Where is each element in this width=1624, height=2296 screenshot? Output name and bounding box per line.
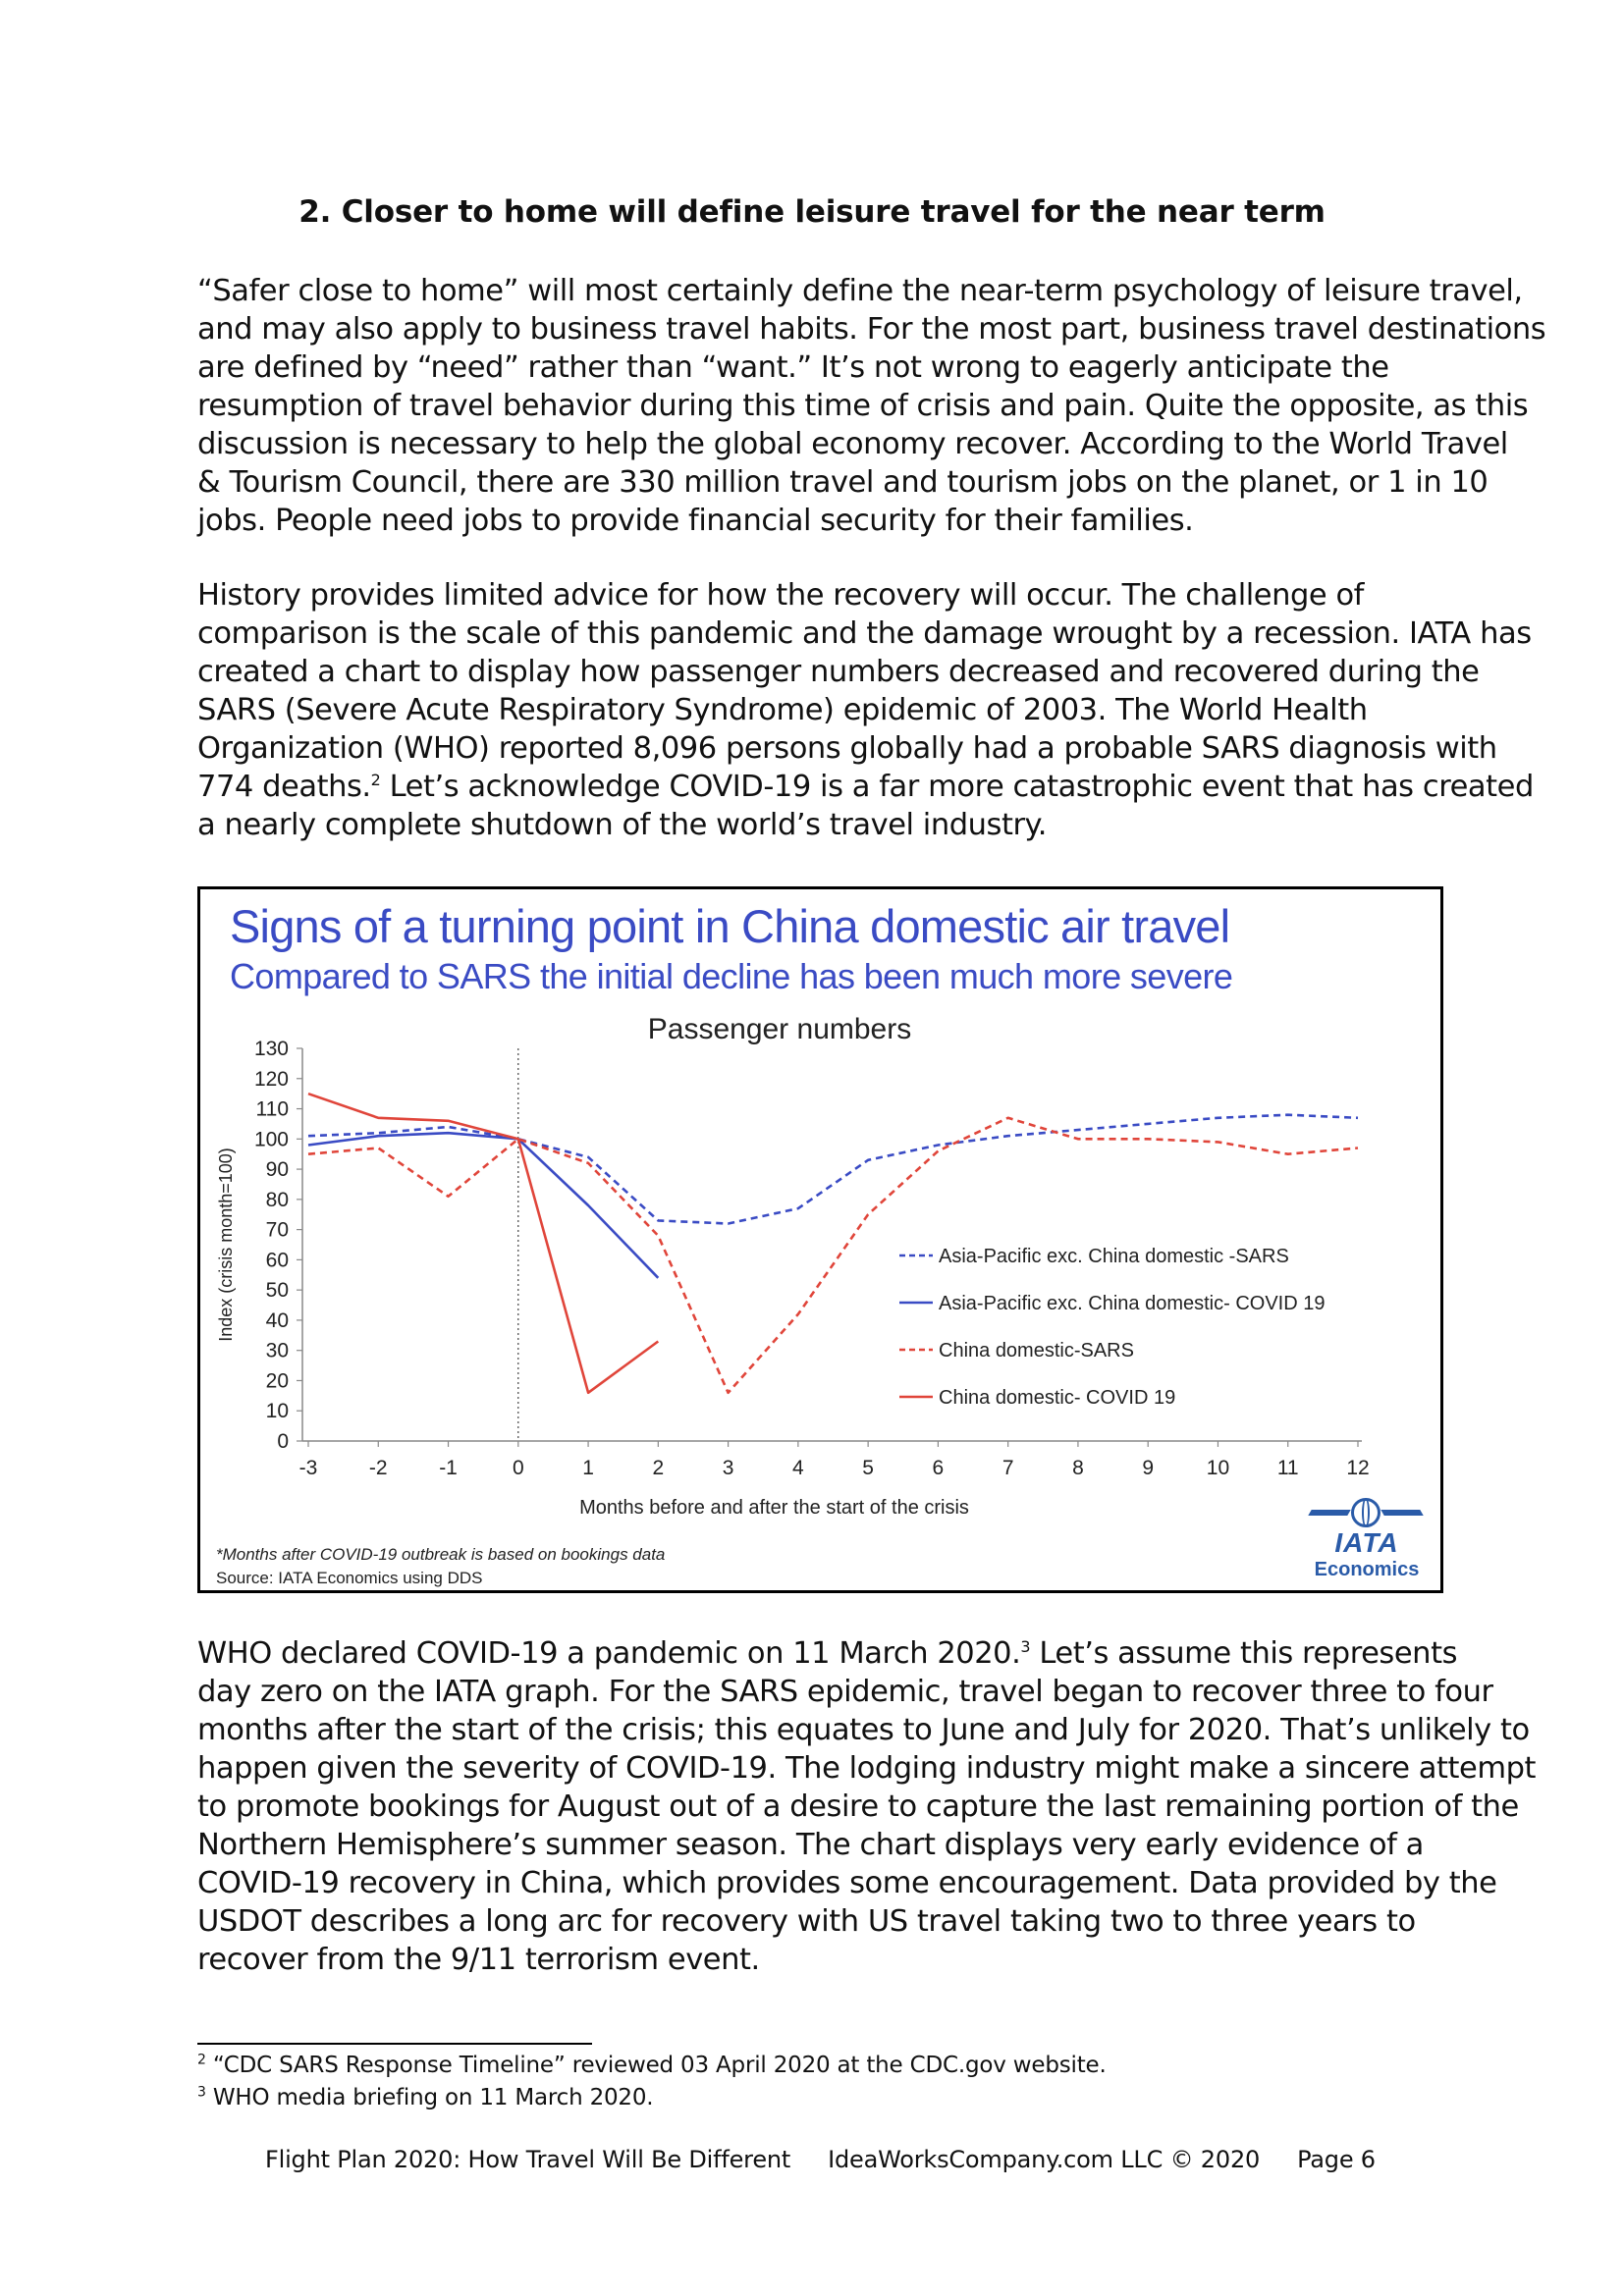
section-heading: 2. Closer to home will define leisure travel for the near term (298, 194, 1326, 230)
paragraph-line: discussion is necessary to help the global economy recover. According to the World Travel (197, 427, 1508, 461)
paragraph-line: COVID-19 recovery in China, which provides some encouragement. Data provided by the (197, 1866, 1497, 1900)
legend-label: China domestic- COVID 19 (939, 1387, 1176, 1409)
x-tick-label: 4 (792, 1457, 804, 1479)
chart-subtitle: Compared to SARS the initial decline has been much more severe (230, 956, 1233, 996)
paragraph-line: and may also apply to business travel habits. For the most part, business travel destinations (197, 312, 1546, 347)
y-tick-label: 20 (265, 1369, 289, 1393)
footnote (197, 2050, 1107, 2082)
paragraph-line: created a chart to display how passenger numbers decreased and recovered during the (197, 655, 1480, 689)
legend-label: China domestic-SARS (939, 1340, 1134, 1362)
y-tick-label: 50 (265, 1279, 289, 1303)
chart-heading: Passenger numbers (647, 1013, 912, 1045)
footnote-number: 3 (197, 2084, 206, 2101)
paragraph-line: “Safer close to home” will most certainly define the near-term psychology of leisure travel, (197, 274, 1523, 308)
y-tick-label: 130 (253, 1038, 289, 1060)
legend-label: Asia-Pacific exc. China domestic -SARS (939, 1246, 1289, 1267)
y-tick-label: 0 (277, 1430, 289, 1453)
x-tick-label: 8 (1072, 1457, 1084, 1479)
x-tick-label: 0 (512, 1457, 524, 1479)
y-tick-label: 40 (265, 1308, 289, 1332)
logo-name: IATA (1334, 1527, 1399, 1558)
line-text: 774 deaths. (197, 770, 371, 804)
x-tick-label: 1 (582, 1457, 594, 1479)
paragraph-line: History provides limited advice for how the recovery will occur. The challenge of (197, 578, 1364, 613)
paragraph-line: jobs. People need jobs to provide financial security for their families. (197, 504, 1194, 538)
footnote (197, 2082, 1107, 2114)
page-footer (265, 2146, 1376, 2173)
y-tick-label: 100 (253, 1128, 289, 1151)
x-tick-label: 11 (1276, 1457, 1299, 1479)
y-axis-label: Index (crisis month=100) (216, 1148, 236, 1342)
paragraph-line: happen given the severity of COVID-19. The lodging industry might make a sincere attempt (197, 1751, 1537, 1786)
x-tick-label: 2 (652, 1457, 665, 1479)
paragraph-3 (197, 1634, 1537, 1979)
paragraph-line: resumption of travel behavior during this time of crisis and pain. Quite the opposite, as this (197, 389, 1529, 423)
paragraph-line: to promote bookings for August out of a desire to capture the last remaining portion of the (197, 1789, 1519, 1824)
y-tick-label: 10 (265, 1400, 289, 1423)
paragraph-line: Organization (WHO) reported 8,096 persons globally had a probable SARS diagnosis with (197, 731, 1497, 766)
y-tick-label: 80 (265, 1188, 289, 1211)
paragraph-line: recover from the 9/11 terrorism event. (197, 1943, 760, 1977)
x-tick-label: 7 (1001, 1457, 1014, 1479)
y-tick-label: 60 (265, 1249, 289, 1272)
footnotes (197, 2050, 1107, 2114)
y-tick-label: 110 (255, 1097, 289, 1121)
paragraph-line: USDOT describes a long arc for recovery with US travel taking two to three years to (197, 1904, 1416, 1939)
iata-logo (1308, 1498, 1426, 1586)
paragraph-line (197, 1634, 1458, 1673)
footer-title: Flight Plan 2020: How Travel Will Be Different (265, 2146, 791, 2173)
logo-subtitle: Economics (1314, 1559, 1420, 1580)
x-tick-label: 12 (1346, 1457, 1370, 1479)
line-text: WHO declared COVID-19 a pandemic on 11 March 2020. (197, 1636, 1021, 1671)
paragraph-line: are defined by “need” rather than “want.” It’s not wrong to eagerly anticipate the (197, 350, 1389, 385)
chart-note: *Months after COVID-19 outbreak is based on bookings data (216, 1545, 666, 1564)
y-tick-label: 30 (265, 1339, 289, 1362)
paragraph-line: SARS (Severe Acute Respiratory Syndrome) epidemic of 2003. The World Health (197, 693, 1368, 727)
y-tick-label: 70 (265, 1218, 289, 1242)
paragraph-1 (197, 272, 1546, 540)
footnote-text: “CDC SARS Response Timeline” reviewed 03 April 2020 at the CDC.gov website. (205, 2053, 1107, 2078)
y-tick-label: 120 (253, 1067, 289, 1091)
series-line-1 (308, 1115, 1358, 1224)
globe-icon (1351, 1498, 1380, 1527)
footnote-divider (197, 2043, 592, 2045)
paragraph-line: day zero on the IATA graph. For the SARS epidemic, travel began to recover three to four (197, 1675, 1493, 1709)
paragraph-2 (197, 576, 1534, 844)
paragraph-line (197, 768, 1534, 806)
series-line-2 (308, 1133, 658, 1278)
x-tick-label: -1 (439, 1457, 458, 1479)
x-axis-label: Months before and after the start of the crisis (579, 1497, 969, 1519)
paragraph-line: months after the start of the crisis; this equates to June and July for 2020. That’s unlikely to (197, 1713, 1530, 1747)
logo-wing-icon (1380, 1510, 1423, 1516)
paragraph-line: Northern Hemisphere’s summer season. The chart displays very early evidence of a (197, 1828, 1424, 1862)
paragraph-line: & Tourism Council, there are 330 million travel and tourism jobs on the planet, or 1 in 10 (197, 465, 1489, 500)
x-tick-label: 6 (932, 1457, 945, 1479)
line-text: Let’s assume this represents (1030, 1636, 1458, 1671)
chart-title: Signs of a turning point in China domestic air travel (230, 900, 1230, 952)
footnote-ref: 2 (370, 770, 381, 789)
logo-wing-icon (1308, 1510, 1350, 1516)
line-text: Let’s acknowledge COVID-19 is a far more catastrophic event that has created (380, 770, 1534, 804)
chart-source: Source: IATA Economics using DDS (216, 1569, 483, 1587)
y-tick-label: 90 (265, 1158, 289, 1182)
x-tick-label: -2 (368, 1457, 388, 1479)
x-tick-label: 3 (722, 1457, 734, 1479)
x-tick-label: -3 (298, 1457, 318, 1479)
footnote-ref: 3 (1020, 1636, 1031, 1656)
x-tick-label: 10 (1206, 1457, 1230, 1479)
legend-label: Asia-Pacific exc. China domestic- COVID 19 (939, 1293, 1326, 1314)
page-number: Page 6 (1297, 2146, 1376, 2173)
footnote-number: 2 (197, 2052, 206, 2068)
paragraph-line: a nearly complete shutdown of the world’s travel industry. (197, 808, 1048, 842)
footer-company: IdeaWorksCompany.com LLC © 2020 (828, 2146, 1261, 2173)
iata-chart (197, 886, 1443, 1593)
x-tick-label: 9 (1142, 1457, 1155, 1479)
x-tick-label: 5 (862, 1457, 874, 1479)
paragraph-line: comparison is the scale of this pandemic and the damage wrought by a recession. IATA has (197, 616, 1532, 651)
footnote-text: WHO media briefing on 11 March 2020. (205, 2085, 654, 2110)
